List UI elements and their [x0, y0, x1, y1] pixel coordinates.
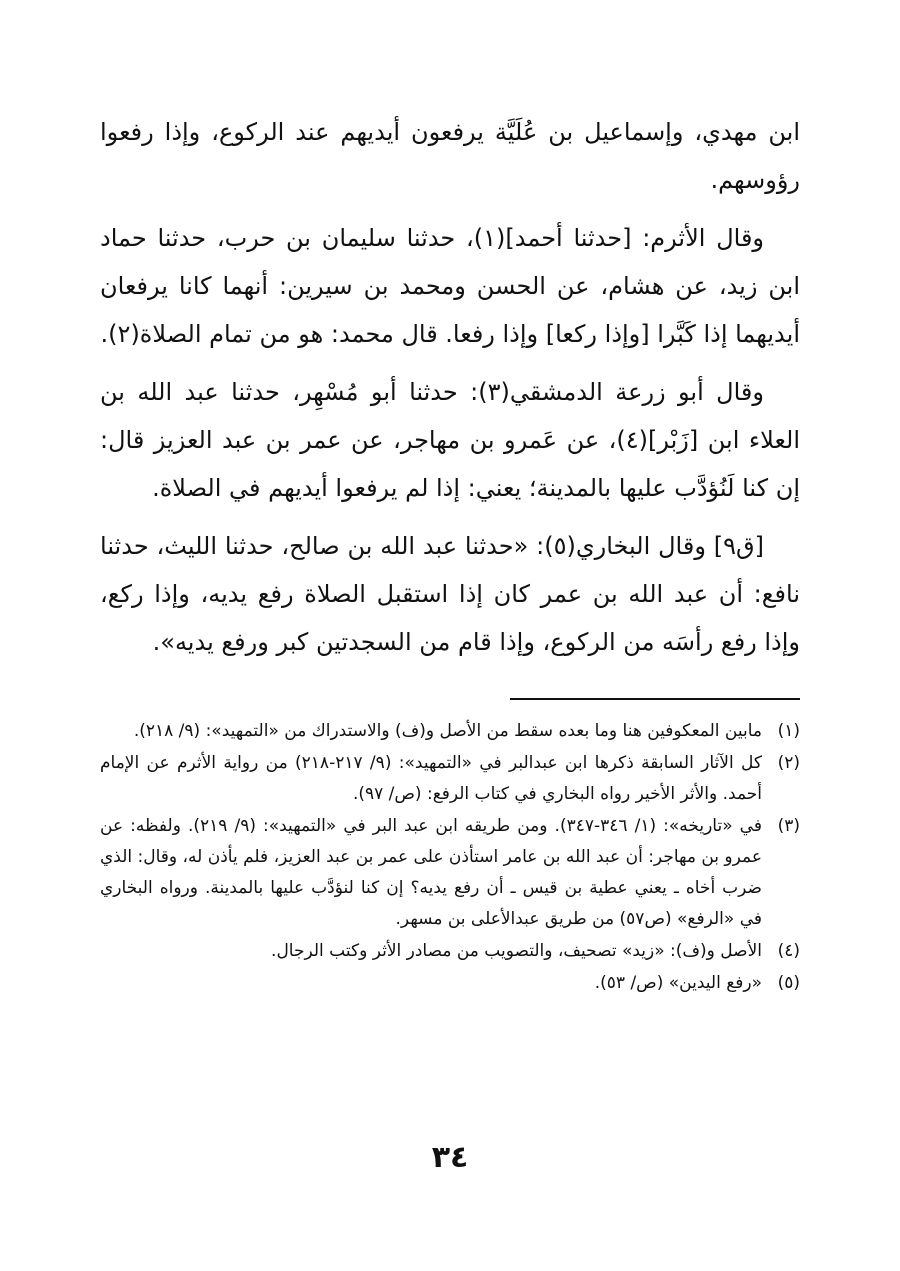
main-text	[100, 108, 800, 676]
footnote	[100, 748, 800, 810]
main-paragraph: وقال أبو زرعة الدمشقي(٣): حدثنا أبو مُسْهِر، حدثنا عبد الله بن العلاء ابن [زَبْر](٤)، عن عَمرو بن مهاجر، عن عمر بن عبد العزيز قال: إن كنا لَنُؤدَّب عليها بالمدينة؛ يعني: إذا لم يرفعوا أيديهم في الصلاة.	[100, 378, 801, 502]
footnote	[100, 716, 800, 747]
footnote-text: «رفع اليدين» (ص/ ٥٣).	[594, 973, 762, 993]
footnote-number: (٢)	[777, 753, 800, 773]
footnote-number: (٥)	[777, 973, 800, 993]
main-paragraph: ابن مهدي، وإسماعيل بن عُلَيَّة يرفعون أيديهم عند الركوع، وإذا رفعوا رؤوسهم.	[100, 118, 800, 194]
footnote-divider	[510, 698, 800, 700]
footnote	[100, 936, 800, 967]
footnote	[100, 811, 800, 935]
footnote-number: (٣)	[777, 816, 800, 836]
main-paragraph: [ق٩] وقال البخاري(٥): «حدثنا عبد الله بن صالح، حدثنا الليث، حدثنا نافع: أن عبد الله بن عمر كان إذا استقبل الصلاة رفع يديه، وإذا ركع، وإذا رفع رأسَه من الركوع، وإذا قام من السجدتين كبر ورفع يديه».	[100, 532, 800, 656]
footnote-text: الأصل و(ف): «زيد» تصحيف، والتصويب من مصادر الأثر وكتب الرجال.	[271, 941, 762, 961]
footnotes	[100, 716, 800, 1000]
footnote	[100, 968, 800, 999]
footnote-number: (٤)	[777, 941, 800, 961]
page-number: ٣٤	[431, 1140, 469, 1175]
footnote-text: كل الآثار السابقة ذكرها ابن عبدالبر في «التمهيد»: (٩/ ٢١٧-٢١٨) من رواية الأثرم عن الإمام أحمد. والأثر الأخير رواه البخاري في كتاب الرفع: (ص/ ٩٧).	[100, 753, 762, 804]
footnote-text: مابين المعكوفين هنا وما بعده سقط من الأصل و(ف) والاستدراك من «التمهيد»: (٩/ ٢١٨).	[133, 721, 762, 741]
footnote-text: في «تاريخه»: (١/ ٣٤٦-٣٤٧). ومن طريقه ابن عبد البر في «التمهيد»: (٩/ ٢١٩). ولفظه: عن عمرو بن مهاجر: أن عبد الله بن عامر استأذن على عمر بن عبد العزيز، فلم يأذن له، وقال: الذي ضرب أخاه ـ يعني عطية بن قيس ـ أن رفع يديه؟ إن كنا لنؤدَّب عليها بالمدينة. ورواه البخاري في «الرفع» (ص٥٧) من طريق عبدالأعلى بن مسهر.	[100, 816, 762, 929]
main-paragraph: وقال الأثرم: [حدثنا أحمد](١)، حدثنا سليمان بن حرب، حدثنا حماد ابن زيد، عن هشام، عن الحسن ومحمد بن سيرين: أنهما كانا يرفعان أيديهما إذا كَبَّرا [وإذا ركعا] وإذا رفعا. قال محمد: هو من تمام الصلاة(٢).	[100, 224, 800, 348]
footnote-number: (١)	[777, 721, 800, 741]
